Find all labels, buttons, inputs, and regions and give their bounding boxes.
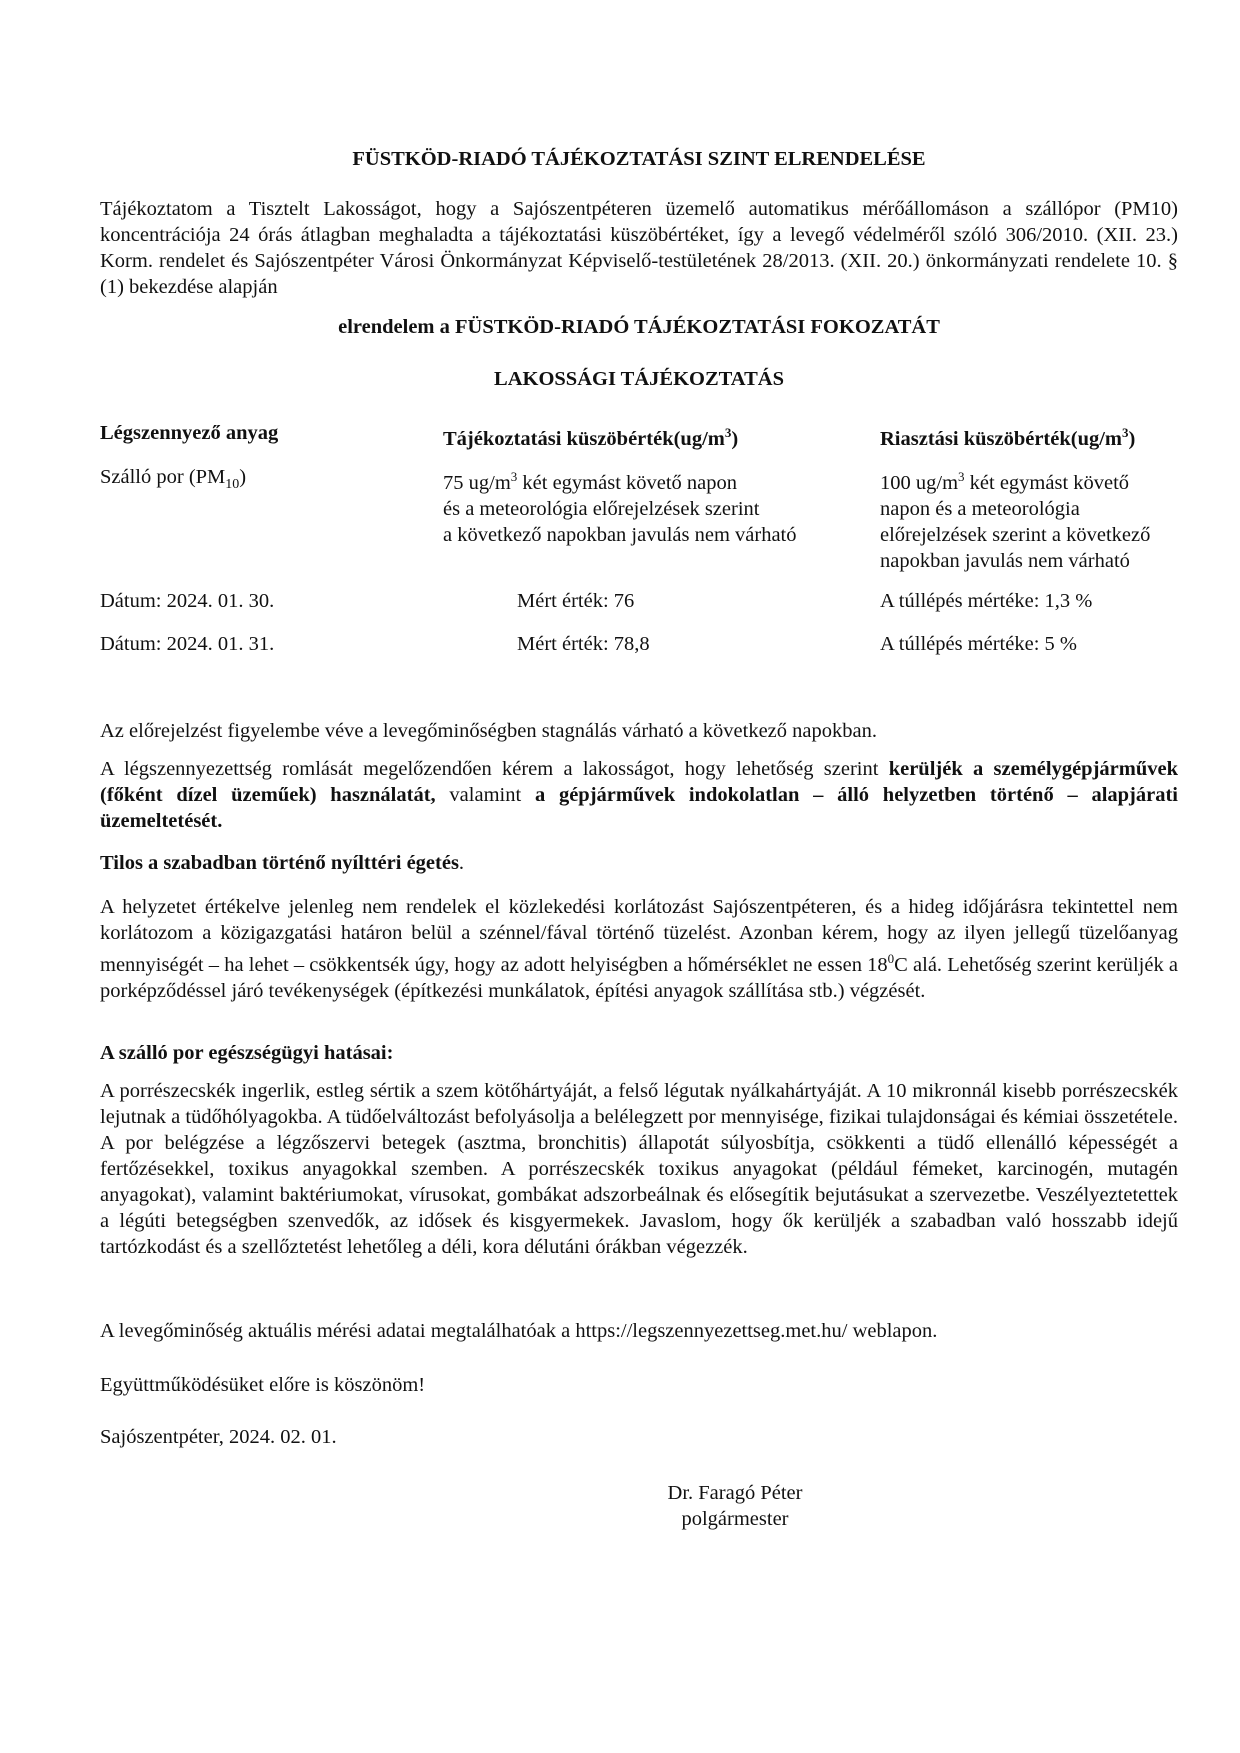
measurement-date: Dátum: 2024. 01. 31. <box>100 633 275 655</box>
row-pollutant: Szálló por $(PM_{10})$ <box>100 466 247 493</box>
heating-paragraph: A helyzetet értékelve jelenleg nem rendelek el közlekedési korlátozást Sajószentpéteren, és a hideg időjárásra tekintettel nem korlátozom a közigazgatási határon belül a szénnel/fával történő tüzelést. Azonban kérem, hogy az ilyen jellegű tüzelőanyag mennyiségét – ha lehet – csökkentsék úgy, hogy az adott helyiségben a hőmérséklet ne essen $18^0C$ alá. Lehetőség szerint kerüljék a porképződéssel járó tevékenységek (építkezési munkálatok, építési anyagok szállítása stb.) végzését. <box>100 896 1179 1002</box>
header-info-threshold: Tájékoztatási $küszöbérték(ug/m^3)$ <box>443 425 739 450</box>
ban-paragraph: Tilos a szabadban történő nyílttéri égetés. <box>100 852 465 874</box>
place-date: Sajószentpéter, 2024. 02. 01. <box>100 1426 337 1448</box>
order-line <box>100 314 1178 340</box>
signature-name: Dr. Faragó Péter <box>667 1482 803 1504</box>
measurement-value: Mért érték: 78,8 <box>517 633 650 655</box>
signature-role: polgármester <box>681 1508 789 1530</box>
signature-block <box>635 1480 835 1532</box>
header-pollutant: Légszennyező anyag <box>100 422 279 444</box>
intro-paragraph: Tájékoztatom a Tisztelt Lakosságot, hogy a Sajószentpéteren üzemelő automatikus mérőállomáson a szállópor (PM10) koncentrációja 24 órás átlagban meghaladta a tájékoztatási küszöbértéket, így a levegő védelméről szóló 306/2010. (XII. 23.) Korm. rendelet és Sajószentpéter Városi Önkormányzat Képviselő-testületének 28/2013. (XII. 20.) önkormányzati rendelete 10. § (1) bekezdése alapján <box>100 198 1178 298</box>
health-paragraph: A porrészecskék ingerlik, estleg sértik a szem kötőhártyáját, a felső légutak nyálkahártyáját. A 10 mikronnál kisebb porrészecskék lejutnak a tüdőhólyagokba. A tüdőelváltozást befolyásolja a belélegzett por mennyisége, fizikai tulajdonságai és kémiai összetétele. A por belégzése a légzőszervi betegek (asztma, bronchitis) állapotát súlyosbítja, csökkenti a tüdő ellenálló képességét a fertőzésekkel, toxikus anyagokkal szemben. A porrészecskék toxikus anyagokat (például fémeket, karcinogén, mutagén anyagokat), valamint baktériumokat, vírusokat, gombákat adszorbeálnak és elősegítik bejutásukat a szervezetbe. Veszélyeztetettek a légúti betegségben szenvedők, az idősek és kisgyermekek. Javaslom, hogy ők kerüljék a szabadban való hosszabb idejű tartózkodást és a szellőztetést lehetőleg a déli, kora délutáni órákban végezzék. <box>100 1080 1178 1258</box>
header-alarm-threshold: Riasztási $küszöbérték(ug/m^3)$ <box>880 425 1136 450</box>
forecast-paragraph: Az előrejelzést figyelembe véve a levegőminőségben stagnálás várható a következő napokban. <box>100 720 877 742</box>
document-title: FÜSTKÖD-RIADÓ TÁJÉKOZTATÁSI SZINT ELRENDELÉSE <box>352 148 926 170</box>
health-title: A szálló por egészségügyi hatásai: <box>100 1042 394 1064</box>
measurement-excess: A túllépés mértéke: 5 % <box>880 633 1077 655</box>
order-level: FÜSTKÖD-RIADÓ TÁJÉKOZTATÁSI FOKOZATÁT <box>455 316 940 338</box>
thanks-paragraph: Együttműködésüket előre is köszönöm! <box>100 1374 426 1396</box>
row-info-threshold: 75 $ug/m^3$ két egymást követő napon és a meteorológia előrejelzések szerint a következő napokban javulás nem várható <box>443 469 797 546</box>
order-prefix: elrendelem a <box>338 316 456 338</box>
row-alarm-threshold: 100 $ug/m^3$ két egymást követő napon és a meteorológia előrejelzések szerint a következő napokban javulás nem várható <box>880 469 1151 572</box>
measurement-excess: A túllépés mértéke: 1,3 % <box>880 590 1093 612</box>
website-paragraph: A levegőminőség aktuális mérési adatai megtalálhatóak a https://legszennyezettseg.met.hu/ weblapon. <box>100 1320 938 1342</box>
request-paragraph: A légszennyezettség romlását megelőzendően kérem a lakosságot, hogy lehetőség szerint kerüljék a személygépjárművek (főként dízel üzeműek) használatát, valamint a gépjárművek indokolatlan – álló helyzetben történő – alapjárati üzemeltetését. <box>100 758 1179 832</box>
measurement-value: Mért érték: 76 <box>517 590 635 612</box>
measurement-date: Dátum: 2024. 01. 30. <box>100 590 275 612</box>
section-title: LAKOSSÁGI TÁJÉKOZTATÁS <box>494 368 784 390</box>
